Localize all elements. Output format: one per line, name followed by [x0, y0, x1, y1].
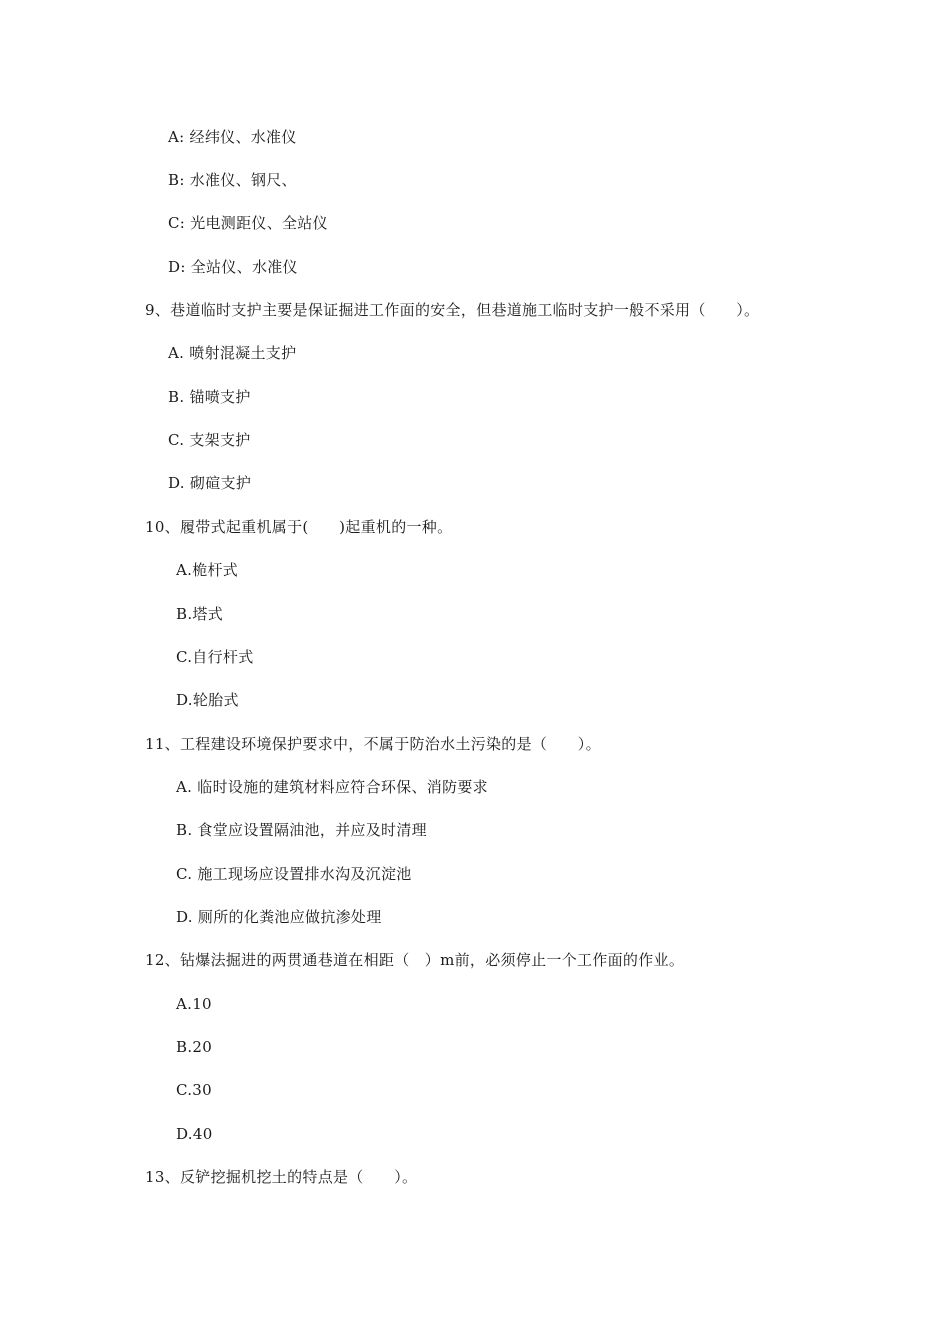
q11-option-d: D. 厕所的化粪池应做抗渗处理 [176, 908, 382, 926]
q12-option-b: B.20 [176, 1038, 213, 1056]
q10-option-c: C.自行杆式 [176, 648, 254, 666]
q12-option-d: D.40 [176, 1125, 213, 1143]
q10-stem: 10、履带式起重机属于( )起重机的一种。 [145, 518, 453, 536]
q9-stem: 9、巷道临时支护主要是保证掘进工作面的安全，但巷道施工临时支护一般不采用（ ）。 [145, 301, 760, 319]
q11-stem: 11、工程建设环境保护要求中，不属于防治水土污染的是（ ）。 [145, 735, 601, 753]
q10-option-a: A.桅杆式 [176, 561, 239, 579]
q8-option-c: C: 光电测距仪、全站仪 [168, 214, 328, 232]
q10-option-d: D.轮胎式 [176, 691, 239, 709]
q11-option-c: C. 施工现场应设置排水沟及沉淀池 [176, 865, 412, 883]
q11-option-a: A. 临时设施的建筑材料应符合环保、消防要求 [176, 778, 488, 796]
q9-option-a: A. 喷射混凝土支护 [168, 344, 297, 362]
q9-option-c: C. 支架支护 [168, 431, 251, 449]
q12-option-c: C.30 [176, 1081, 212, 1099]
q12-stem: 12、钻爆法掘进的两贯通巷道在相距（ ）m前，必须停止一个工作面的作业。 [145, 951, 685, 969]
q10-option-b: B.塔式 [176, 605, 223, 623]
q8-option-d: D: 全站仪、水准仪 [168, 258, 298, 276]
q8-option-b: B: 水准仪、钢尺、 [168, 171, 297, 189]
q9-option-d: D. 砌碹支护 [168, 474, 252, 492]
q13-stem: 13、反铲挖掘机挖土的特点是（ ）。 [145, 1168, 418, 1186]
q9-option-b: B. 锚喷支护 [168, 388, 251, 406]
q12-option-a: A.10 [176, 995, 212, 1013]
q11-option-b: B. 食堂应设置隔油池，并应及时清理 [176, 821, 427, 839]
q8-option-a: A: 经纬仪、水准仪 [168, 128, 297, 146]
